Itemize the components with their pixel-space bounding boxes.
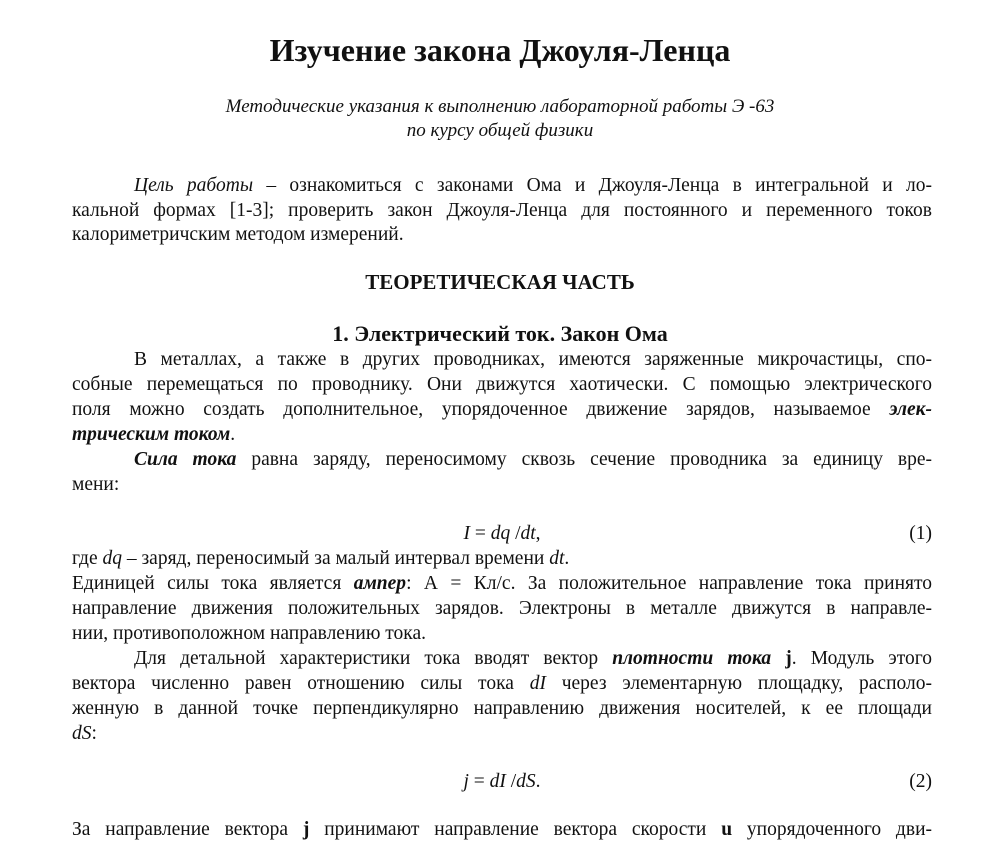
text-line	[72, 347, 932, 372]
text-line	[72, 817, 932, 842]
text-line	[72, 199, 932, 224]
equation-number: (2)	[909, 771, 932, 792]
text-run: .	[564, 548, 570, 569]
text-run: /	[510, 523, 521, 544]
text-run: где	[72, 548, 103, 569]
text-run: За направление вектора	[72, 819, 303, 840]
subtitle-line: Методические указания к выполнению лабораторной работы Э -63	[225, 96, 775, 117]
emphasized-text: dt	[520, 523, 536, 544]
text-run: Для детальной характеристики тока вводят вектор	[134, 648, 613, 669]
text-line	[72, 646, 932, 671]
text-run: упорядоченного дви-	[732, 819, 932, 840]
emphasized-text: dS	[72, 723, 92, 744]
emphasized-text: j	[463, 771, 469, 792]
emphasized-text: элек-	[889, 399, 932, 420]
text-line	[72, 721, 932, 746]
emphasized-text: dS	[516, 771, 536, 792]
text-run	[771, 648, 785, 669]
emphasized-text: Цель работы	[134, 175, 254, 196]
text-line	[72, 372, 932, 397]
text-run: нии, противоположном направлению тока.	[72, 623, 426, 644]
text-line	[72, 472, 932, 497]
text-run: :	[91, 723, 97, 744]
emphasized-text: dq	[102, 548, 122, 569]
text-run: Единицей силы тока является	[72, 573, 354, 594]
emphasized-text: j	[785, 648, 792, 669]
emphasized-text: dq	[490, 523, 511, 544]
emphasized-text: dI	[489, 771, 506, 792]
text-run: женную в данной точке перпендикулярно направлению движения носителей, к ее площади	[72, 698, 932, 719]
section-heading: 1. Электрический ток. Закон Ома	[332, 321, 668, 346]
emphasized-text: плотности тока	[612, 648, 772, 669]
text-line	[72, 422, 932, 447]
text-line	[72, 174, 932, 199]
text-run: собные перемещаться по проводнику. Они движутся хаотически. С помощью электрического	[72, 374, 932, 395]
text-run: . Модуль этого	[791, 648, 932, 669]
text-run: кальной формах [1-3]; проверить закон Джоуля-Ленца для постоянного и переменного токов	[72, 199, 932, 221]
text-run: =	[468, 771, 490, 792]
text-run: =	[469, 523, 491, 544]
text-run: вектора численно равен отношению силы тока	[72, 673, 530, 694]
text-run: : А = Кл/с. За положительное направление тока принято	[406, 573, 932, 594]
text-line	[72, 621, 932, 646]
equation	[72, 769, 932, 794]
text-run: принимают направление вектора скорости	[309, 819, 722, 840]
text-line	[72, 671, 932, 696]
text-run: /	[505, 771, 517, 792]
text-run: – ознакомиться с законами Ома и Джоуля-Ленца в интегральной и ло-	[253, 175, 932, 196]
emphasized-text: dt	[549, 548, 565, 569]
equation	[72, 521, 932, 546]
text-run: – заряд, переносимый за малый интервал времени	[121, 548, 550, 569]
text-line	[72, 447, 932, 472]
subtitle-line: по курсу общей физики	[406, 120, 594, 141]
text-run: .	[230, 424, 236, 445]
emphasized-text: ампер	[353, 573, 407, 594]
text-line	[72, 571, 932, 596]
emphasized-text: dI	[529, 673, 546, 694]
text-run: .	[535, 771, 541, 792]
text-line	[72, 546, 932, 571]
text-line	[72, 696, 932, 721]
text-run: мени:	[72, 474, 120, 495]
emphasized-text: трическим током	[72, 424, 231, 445]
theory-heading: ТЕОРЕТИЧЕСКАЯ ЧАСТЬ	[365, 270, 635, 294]
text-line	[72, 596, 932, 621]
body-text	[72, 347, 932, 842]
text-run: через элементарную площадку, располо-	[545, 673, 932, 694]
goal-paragraph	[72, 174, 932, 248]
text-run: поля можно создать дополнительное, упорядоченное движение зарядов, называемое	[72, 399, 890, 420]
equation-number: (1)	[909, 523, 932, 544]
document-subtitle	[0, 95, 1000, 143]
emphasized-text: j	[302, 819, 310, 840]
text-line	[72, 223, 932, 248]
emphasized-text: Сила тока	[134, 449, 237, 470]
text-run: калориметричским методом измерений.	[72, 224, 404, 246]
text-run: направление движения положительных зарядов. Электроны в металле движутся в направле-	[72, 598, 932, 619]
text-run: В металлах, а также в других проводниках, имеются заряженные микрочастицы, спо-	[134, 349, 932, 370]
emphasized-text: I	[463, 523, 470, 544]
document-title: Изучение закона Джоуля-Ленца	[269, 32, 731, 68]
text-line	[72, 397, 932, 422]
emphasized-text: u	[721, 819, 733, 840]
text-run: ,	[535, 523, 541, 544]
text-run: равна заряду, переносимому сквозь сечение проводника за единицу вре-	[236, 449, 932, 470]
